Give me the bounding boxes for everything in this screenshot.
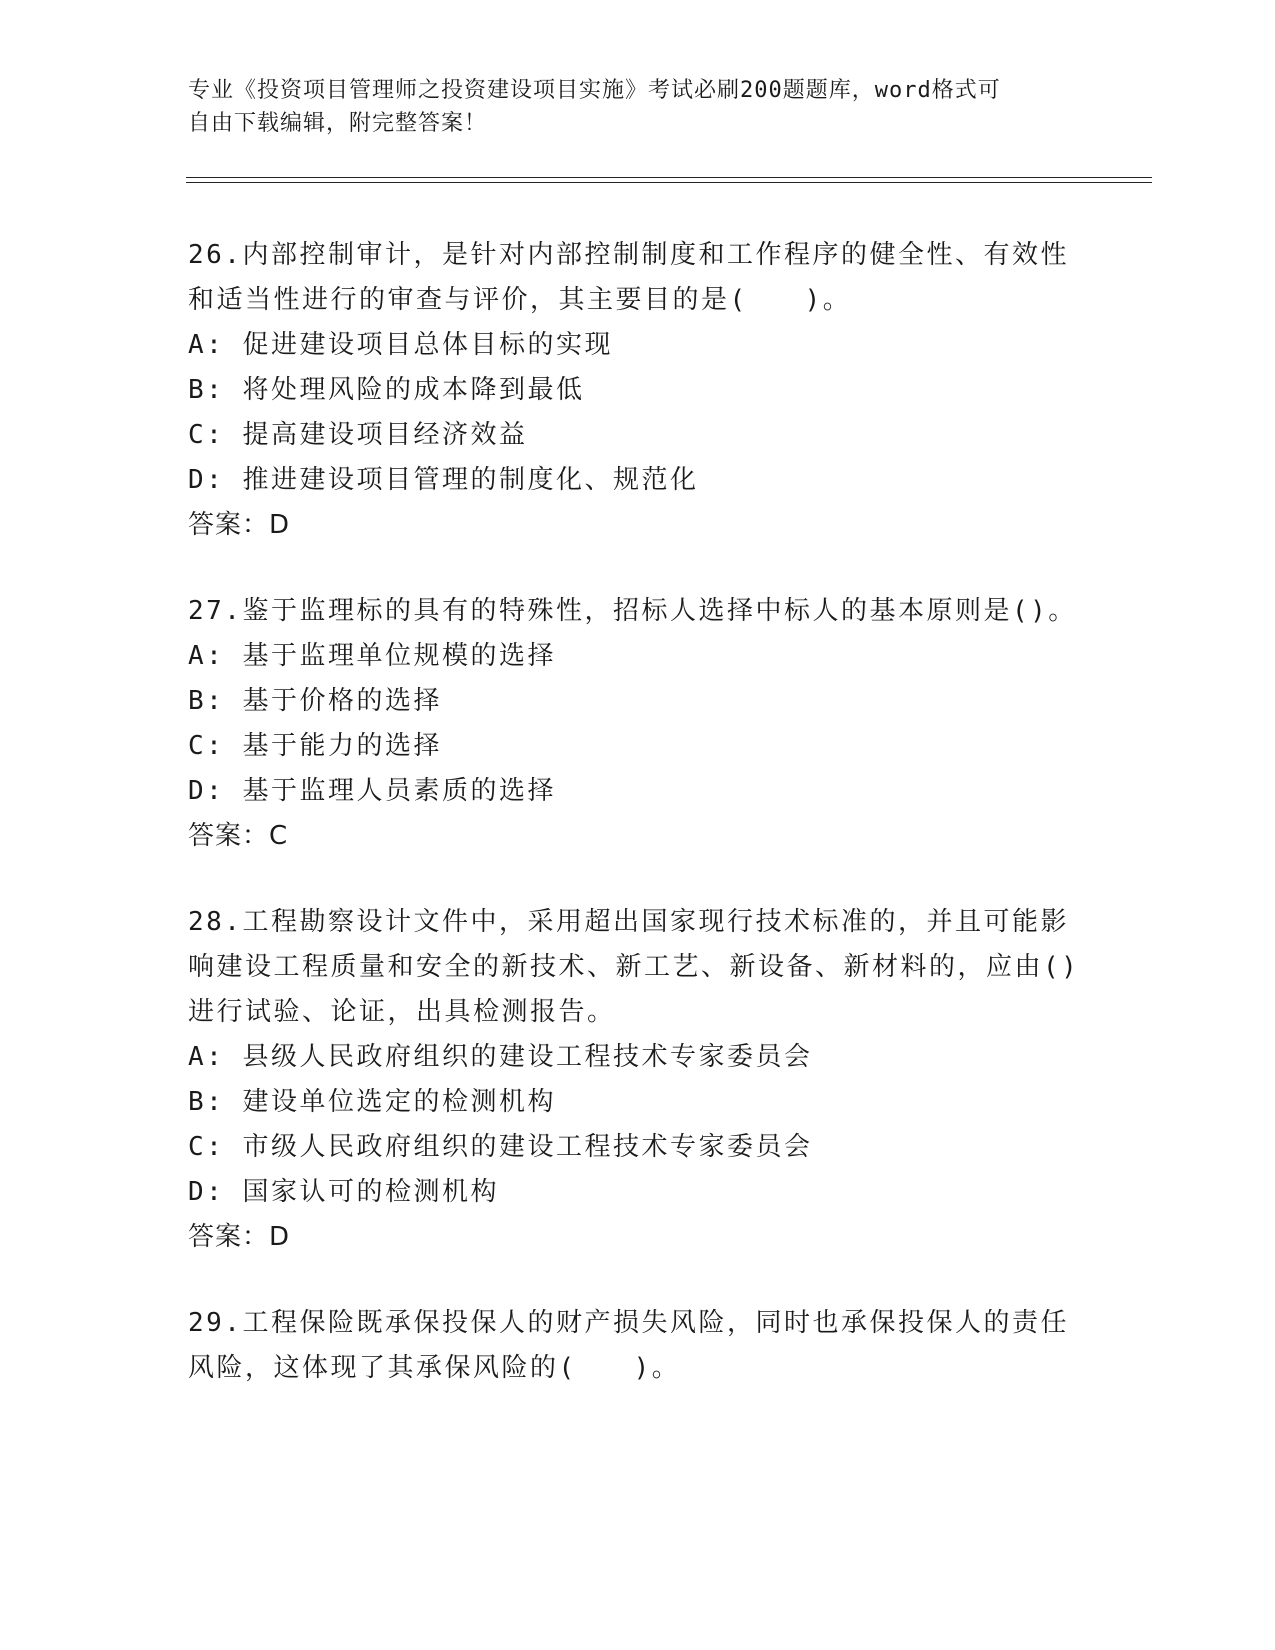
option-c: C: 基于能力的选择 — [188, 731, 442, 761]
option-d: D: 国家认可的检测机构 — [188, 1177, 499, 1207]
option-b: B: 建设单位选定的检测机构 — [188, 1087, 556, 1117]
question-28 — [188, 900, 1088, 1260]
question-text: 29.工程保险既承保投保人的财产损失风险，同时也承保投保人的责任风险，这体现了其承保风险的( )。 — [188, 1308, 1069, 1383]
option-a: A: 促进建设项目总体目标的实现 — [188, 330, 613, 360]
question-27 — [188, 589, 1088, 859]
option-a: A: 基于监理单位规模的选择 — [188, 641, 556, 671]
answer: 答案：D — [188, 510, 291, 540]
option-c: C: 提高建设项目经济效益 — [188, 420, 528, 450]
question-26 — [188, 233, 1088, 548]
header-divider — [186, 177, 1152, 183]
answer: 答案：C — [188, 821, 289, 851]
option-a: A: 县级人民政府组织的建设工程技术专家委员会 — [188, 1042, 813, 1072]
question-29 — [188, 1301, 1088, 1391]
header-line-2: 自由下载编辑，附完整答案！ — [188, 111, 488, 136]
option-d: D: 推进建设项目管理的制度化、规范化 — [188, 465, 699, 495]
question-text: 28.工程勘察设计文件中，采用超出国家现行技术标准的，并且可能影响建设工程质量和安全的新技术、新工艺、新设备、新材料的，应由()进行试验、论证，出具检测报告。 — [188, 907, 1080, 1027]
header-line-1: 专业《投资项目管理师之投资建设项目实施》考试必刷200题题库，word格式可 — [188, 78, 1001, 103]
option-c: C: 市级人民政府组织的建设工程技术专家委员会 — [188, 1132, 813, 1162]
answer: 答案：D — [188, 1222, 291, 1252]
question-text: 27.鉴于监理标的具有的特殊性，招标人选择中标人的基本原则是()。 — [188, 596, 1077, 626]
question-list — [188, 233, 1088, 1432]
document-header — [188, 74, 1088, 140]
option-b: B: 将处理风险的成本降到最低 — [188, 375, 585, 405]
option-b: B: 基于价格的选择 — [188, 686, 442, 716]
option-d: D: 基于监理人员素质的选择 — [188, 776, 556, 806]
question-text: 26.内部控制审计，是针对内部控制制度和工作程序的健全性、有效性和适当性进行的审查与评价，其主要目的是( )。 — [188, 240, 1069, 315]
